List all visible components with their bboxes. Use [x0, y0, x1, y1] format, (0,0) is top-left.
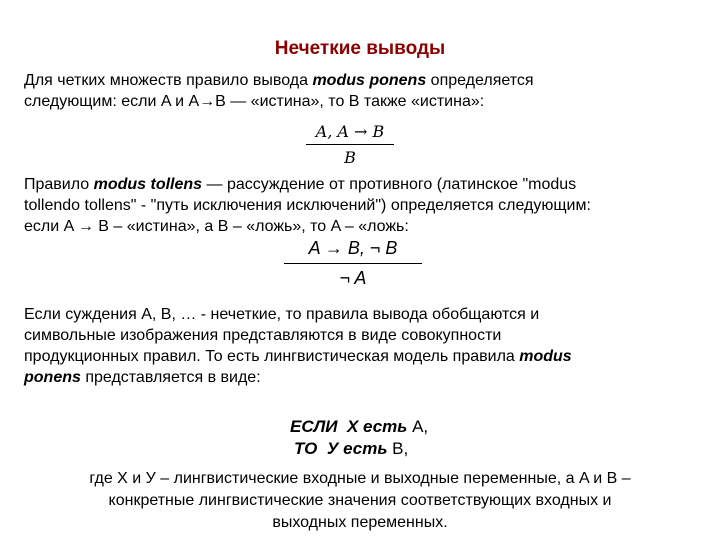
term-modus-ponens: modus ponens [312, 72, 427, 89]
formula-numerator: A → B, ¬ B [308, 238, 398, 258]
text-line: если A → B – «истина», а B – «ложь», то A – «ложь: [24, 218, 409, 235]
term-modus-tollens: modus tollens [93, 176, 203, 193]
text-line: Для четких множеств правило вывода modus ponens определяется [24, 72, 534, 89]
text-line: выходных переменных. [272, 514, 448, 531]
paragraph-modus-tollens [24, 174, 714, 237]
text-line: Правило modus tollens — рассуждение от противного (латинское "modus [24, 176, 577, 193]
formula-numerator: A, A → B [315, 122, 385, 141]
text-line: tollendo tollens" - "путь исключения исключений") определяется следующим: [24, 197, 591, 214]
text-line: где X и У – лингвистические входные и выходные переменные, а A и B – [89, 470, 631, 487]
paragraph-fuzzy [24, 304, 704, 388]
text-line: ponens представляется в виде: [24, 369, 261, 386]
formula-modus-ponens [300, 122, 400, 167]
text-line: продукционных правил. То есть лингвистическая модель правила modus [24, 348, 572, 365]
rule-then-line: ТО У есть B, [294, 439, 409, 458]
formula-denominator: ¬ A [339, 268, 367, 288]
formula-denominator: B [344, 148, 356, 167]
production-rule [290, 416, 428, 460]
paragraph-modus-ponens [24, 70, 704, 112]
paragraph-explanation [40, 468, 680, 534]
slide-title: Нечеткие выводы [274, 38, 446, 59]
formula-modus-tollens [284, 238, 422, 289]
text-line: конкретные лингвистические значения соответствующих входных и [108, 492, 612, 509]
text-line: символьные изображения представляются в виде совокупности [24, 327, 502, 344]
text-line: Если суждения A, B, … - нечеткие, то правила вывода обобщаются и [24, 306, 540, 323]
text-line: следующим: если A и A→B — «истина», то B также «истина»: [24, 93, 485, 110]
rule-if-line: ЕСЛИ X есть A, [290, 417, 429, 436]
